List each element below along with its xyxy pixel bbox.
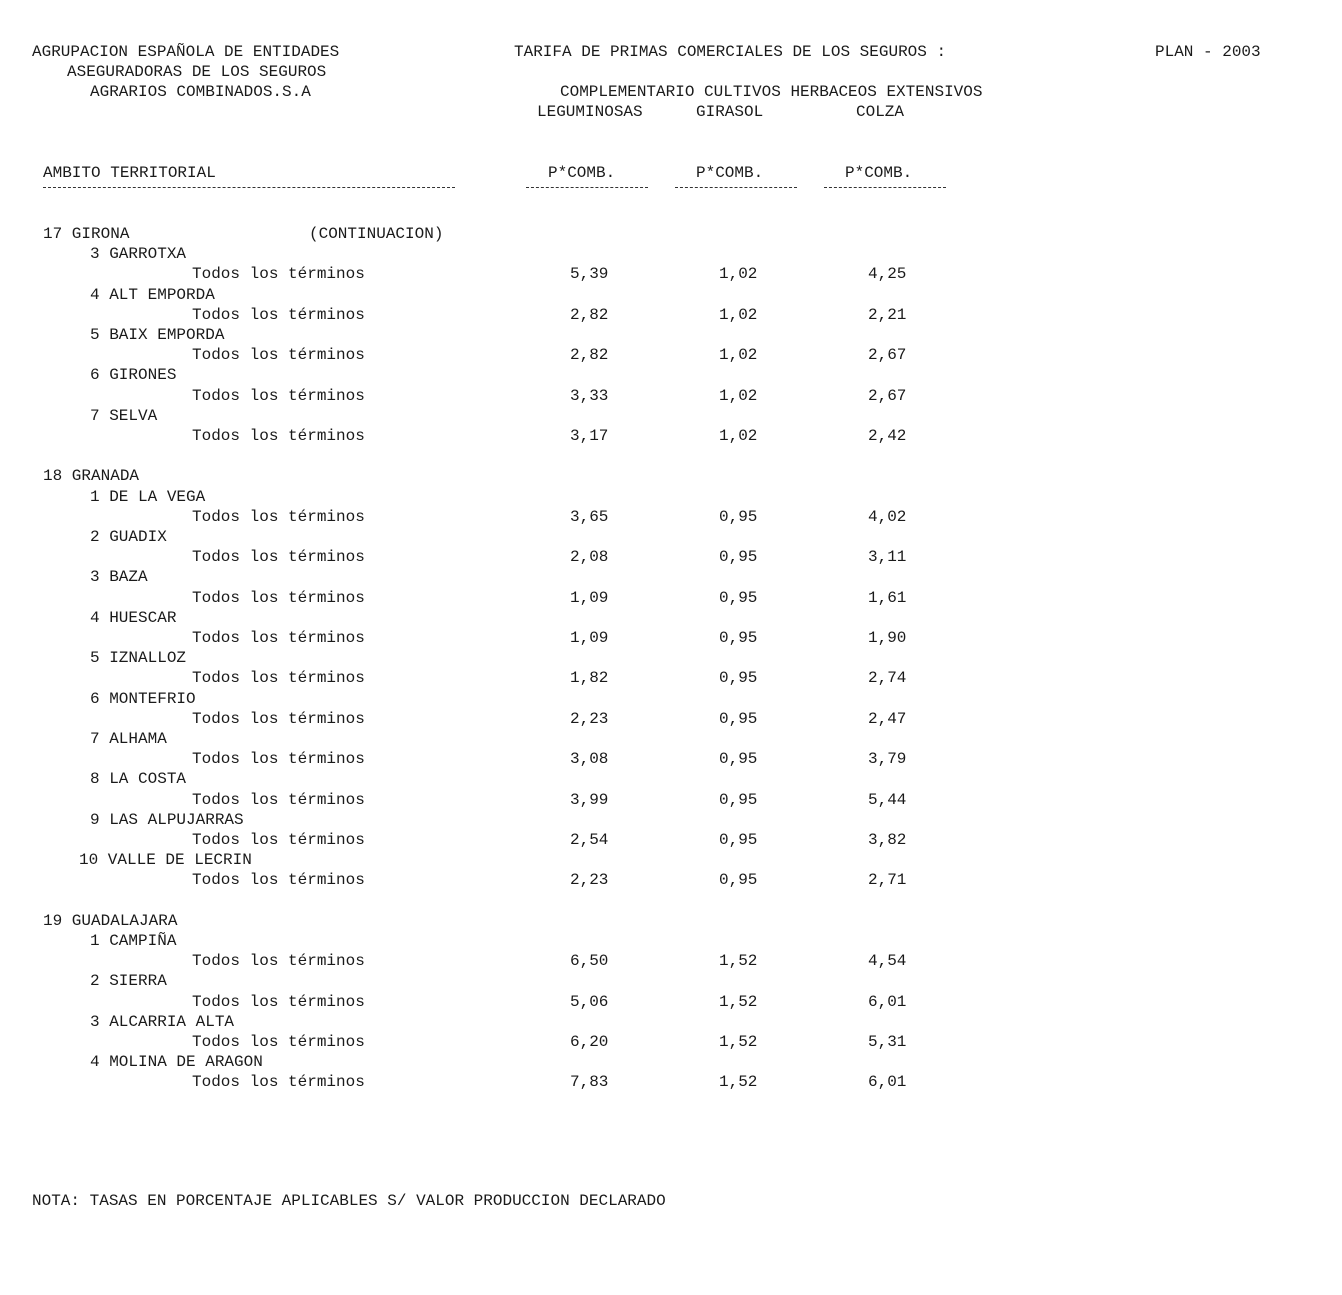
term-label: Todos los términos [192, 1033, 365, 1051]
tariff-subtitle: COMPLEMENTARIO CULTIVOS HERBACEOS EXTENSIVOS [560, 83, 983, 101]
term-label: Todos los términos [192, 588, 365, 607]
comarca-name: 5 BAIX EMPORDA [90, 326, 225, 344]
table-row [0, 870, 1342, 890]
comarca-name: 3 GARROTXA [90, 245, 187, 264]
comarca-name: 4 HUESCAR [90, 608, 177, 627]
term-label: Todos los términos [192, 952, 365, 971]
rate-value-col3: 4,25 [868, 265, 907, 284]
comarca-row [0, 567, 1342, 587]
comarca-name: 7 SELVA [90, 406, 158, 425]
rate-value-col2: 1,02 [719, 305, 758, 324]
column-header-pcomb-3: P*COMB. [845, 164, 913, 182]
term-label: Todos los términos [192, 831, 365, 849]
comarca-name: 4 MOLINA DE ARAGON [90, 1053, 263, 1072]
header-divider-ambito [43, 187, 455, 188]
table-row [0, 951, 1342, 971]
comarca-row [0, 325, 1342, 345]
term-label: Todos los términos [192, 427, 365, 445]
table-row [0, 709, 1342, 729]
rate-value-col3: 2,47 [868, 709, 907, 728]
comarca-name: 8 LA COSTA [90, 770, 187, 789]
table-row [0, 628, 1342, 648]
table-row [0, 588, 1342, 608]
rate-value-col2: 1,52 [719, 992, 758, 1011]
header-divider-col1 [526, 187, 648, 188]
rate-value-col2: 1,52 [719, 952, 758, 971]
rate-value-col1: 2,82 [570, 305, 609, 324]
rate-value-col2: 0,95 [719, 790, 758, 809]
rate-value-col1: 1,09 [570, 588, 609, 607]
rate-value-col2: 1,02 [719, 346, 758, 365]
table-row [0, 305, 1342, 325]
rate-value-col3: 5,44 [868, 790, 907, 809]
comarca-row [0, 406, 1342, 426]
rate-value-col2: 1,02 [719, 265, 758, 284]
table-row [0, 830, 1342, 850]
comarca-row [0, 1052, 1342, 1072]
plan-label: PLAN - 2003 [1155, 43, 1261, 61]
rate-value-col2: 0,95 [719, 629, 758, 647]
rate-value-col1: 2,54 [570, 831, 609, 849]
column-header-ambito: AMBITO TERRITORIAL [43, 164, 216, 182]
rate-value-col3: 5,31 [868, 1033, 907, 1051]
rate-value-col2: 0,95 [719, 548, 758, 567]
term-label: Todos los términos [192, 346, 365, 365]
comarca-row [0, 527, 1342, 547]
province-row [0, 911, 1342, 931]
province-row [0, 224, 1342, 244]
column-header-pcomb-2: P*COMB. [696, 164, 764, 182]
comarca-name: 3 BAZA [90, 568, 148, 587]
rate-value-col3: 3,11 [868, 548, 907, 567]
rate-value-col1: 7,83 [570, 1073, 609, 1092]
continuation-note: (CONTINUACION) [309, 225, 444, 243]
rate-value-col3: 6,01 [868, 1073, 907, 1092]
rate-value-col2: 1,02 [719, 427, 758, 445]
table-row [0, 1032, 1342, 1052]
term-label: Todos los términos [192, 548, 365, 567]
rate-value-col3: 2,71 [868, 871, 907, 890]
org-name-line1: AGRUPACION ESPAÑOLA DE ENTIDADES [32, 43, 340, 61]
rate-value-col1: 2,23 [570, 871, 609, 890]
header-divider-col2 [675, 187, 797, 188]
table-row [0, 386, 1342, 406]
table-row [0, 345, 1342, 365]
rate-value-col1: 5,06 [570, 992, 609, 1011]
comarca-name: 1 DE LA VEGA [90, 487, 206, 506]
rate-value-col1: 3,65 [570, 507, 609, 526]
rate-value-col3: 2,67 [868, 386, 907, 405]
comarca-row [0, 365, 1342, 385]
comarca-name: 10 VALLE DE LECRIN [79, 851, 252, 870]
rate-value-col1: 3,99 [570, 790, 609, 809]
province-name: 18 GRANADA [43, 467, 140, 486]
table-row [0, 992, 1342, 1012]
comarca-row [0, 971, 1342, 991]
comarca-row [0, 648, 1342, 668]
rate-value-col1: 1,82 [570, 669, 609, 688]
blank-row [0, 891, 1342, 911]
term-label: Todos los términos [192, 709, 365, 728]
comarca-name: 9 LAS ALPUJARRAS [90, 810, 244, 829]
term-label: Todos los términos [192, 265, 365, 284]
comarca-name: 1 CAMPIÑA [90, 932, 177, 950]
rate-value-col1: 3,08 [570, 750, 609, 769]
term-label: Todos los términos [192, 992, 365, 1011]
comarca-row [0, 729, 1342, 749]
term-label: Todos los términos [192, 750, 365, 769]
table-row [0, 790, 1342, 810]
table-row [0, 668, 1342, 688]
rate-value-col3: 1,61 [868, 588, 907, 607]
table-row [0, 547, 1342, 567]
header-divider-col3 [824, 187, 946, 188]
table-row [0, 749, 1342, 769]
rate-value-col3: 1,90 [868, 629, 907, 647]
footer-note: NOTA: TASAS EN PORCENTAJE APLICABLES S/ VALOR PRODUCCION DECLARADO [32, 1192, 666, 1210]
rate-value-col2: 0,95 [719, 669, 758, 688]
rate-value-col1: 2,82 [570, 346, 609, 365]
rate-value-col3: 3,79 [868, 750, 907, 769]
comarca-row [0, 769, 1342, 789]
org-name-line2: ASEGURADORAS DE LOS SEGUROS [67, 63, 327, 81]
rate-value-col2: 0,95 [719, 507, 758, 526]
comarca-row [0, 850, 1342, 870]
rate-value-col2: 0,95 [719, 871, 758, 890]
province-row [0, 466, 1342, 486]
rate-value-col2: 1,52 [719, 1073, 758, 1092]
rate-value-col2: 1,02 [719, 386, 758, 405]
rate-value-col3: 2,67 [868, 346, 907, 365]
comarca-name: 4 ALT EMPORDA [90, 285, 215, 304]
term-label: Todos los términos [192, 871, 365, 890]
comarca-row [0, 931, 1342, 951]
comarca-name: 3 ALCARRIA ALTA [90, 1012, 235, 1031]
comarca-name: 6 MONTEFRIO [90, 689, 196, 708]
rate-value-col3: 4,54 [868, 952, 907, 971]
table-row [0, 507, 1342, 527]
rate-value-col1: 3,33 [570, 386, 609, 405]
term-label: Todos los términos [192, 1073, 365, 1092]
blank-row [0, 446, 1342, 466]
rate-value-col2: 0,95 [719, 831, 758, 849]
province-name: 17 GIRONA [43, 225, 130, 243]
rate-value-col2: 0,95 [719, 588, 758, 607]
rate-value-col1: 1,09 [570, 629, 609, 647]
table-row [0, 426, 1342, 446]
term-label: Todos los términos [192, 386, 365, 405]
crop-girasol: GIRASOL [696, 103, 764, 121]
term-label: Todos los términos [192, 790, 365, 809]
rate-value-col2: 0,95 [719, 750, 758, 769]
crop-leguminosas: LEGUMINOSAS [537, 103, 643, 121]
rate-value-col2: 0,95 [719, 709, 758, 728]
comarca-name: 2 GUADIX [90, 528, 167, 546]
org-name-line3: AGRARIOS COMBINADOS.S.A [90, 83, 311, 101]
rate-value-col3: 3,82 [868, 831, 907, 849]
comarca-name: 2 SIERRA [90, 972, 167, 991]
comarca-row [0, 810, 1342, 830]
comarca-row [0, 285, 1342, 305]
tariff-title: TARIFA DE PRIMAS COMERCIALES DE LOS SEGUROS : [514, 43, 947, 61]
comarca-row [0, 244, 1342, 264]
comarca-name: 6 GIRONES [90, 366, 177, 385]
rate-value-col2: 1,52 [719, 1033, 758, 1051]
rate-value-col1: 2,08 [570, 548, 609, 567]
crop-colza: COLZA [856, 103, 905, 121]
rate-value-col1: 2,23 [570, 709, 609, 728]
comarca-name: 7 ALHAMA [90, 730, 167, 748]
comarca-row [0, 608, 1342, 628]
rate-value-col3: 2,42 [868, 427, 907, 445]
rate-value-col1: 6,50 [570, 952, 609, 971]
province-name: 19 GUADALAJARA [43, 911, 178, 930]
table-row [0, 264, 1342, 284]
comarca-row [0, 689, 1342, 709]
rate-value-col3: 4,02 [868, 507, 907, 526]
comarca-row [0, 1012, 1342, 1032]
rate-value-col1: 6,20 [570, 1033, 609, 1051]
rate-value-col1: 3,17 [570, 427, 609, 445]
term-label: Todos los términos [192, 669, 365, 688]
rate-value-col1: 5,39 [570, 265, 609, 284]
term-label: Todos los términos [192, 305, 365, 324]
table-row [0, 1072, 1342, 1092]
rate-value-col3: 2,21 [868, 305, 907, 324]
rate-value-col3: 2,74 [868, 669, 907, 688]
term-label: Todos los términos [192, 629, 365, 647]
comarca-name: 5 IZNALLOZ [90, 649, 187, 668]
rate-value-col3: 6,01 [868, 992, 907, 1011]
column-header-pcomb-1: P*COMB. [548, 164, 616, 182]
comarca-row [0, 487, 1342, 507]
term-label: Todos los términos [192, 507, 365, 526]
